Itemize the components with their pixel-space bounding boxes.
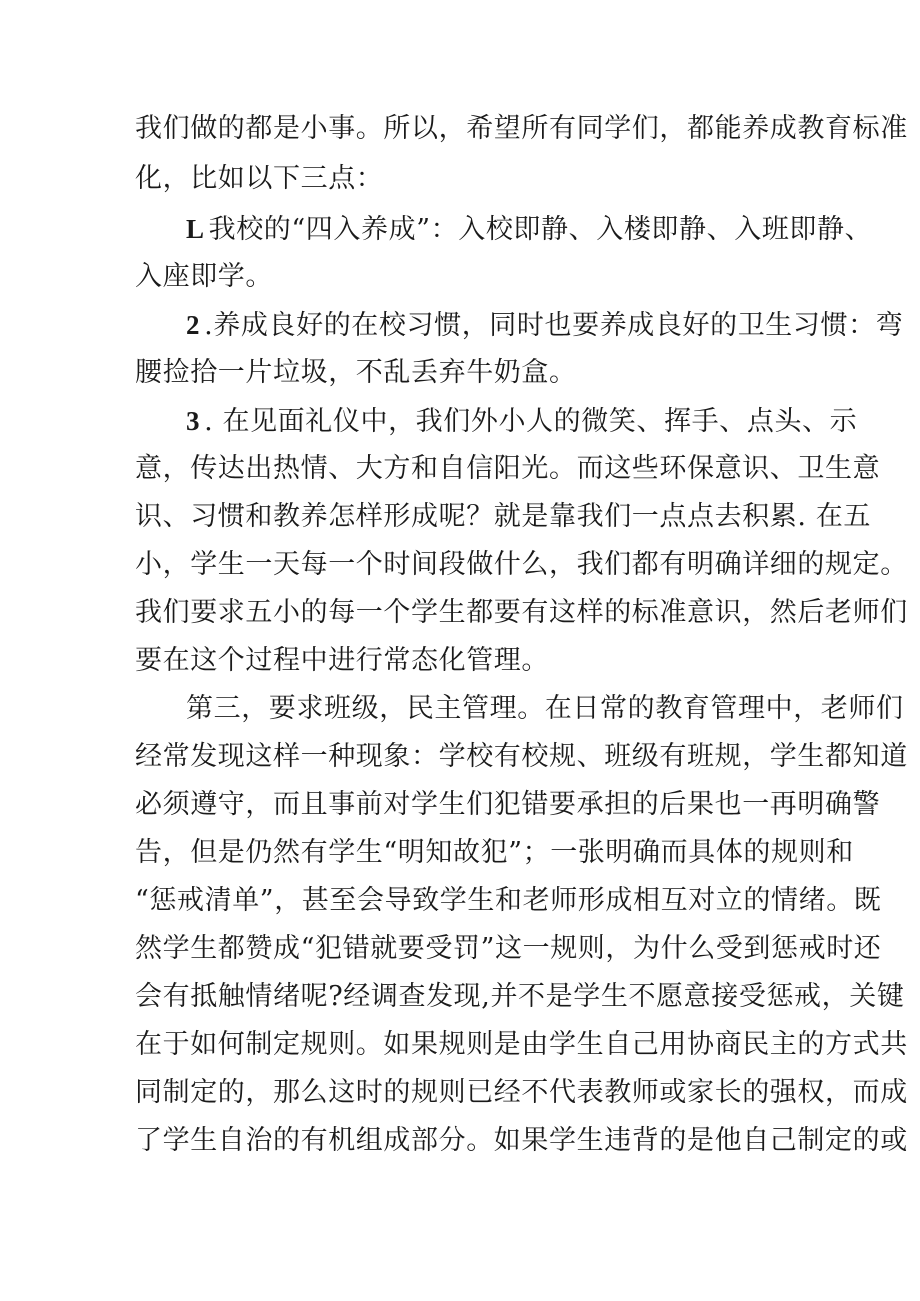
paragraph-line: 化，比如以下三点： (135, 163, 384, 194)
paragraph-line: 第三，要求班级，民主管理。在日常的教育管理中，老师们 (186, 693, 904, 724)
list-item-text: . 在见面礼仪中，我们外小人的微笑、挥手、点头、示 (204, 406, 858, 437)
paragraph-line: 然学生都赞成“犯错就要受罚”这一规则，为什么受到惩戒时还 (135, 933, 882, 964)
paragraph-line: 小，学生一天每一个时间段做什么，我们都有明确详细的规定。 (135, 549, 908, 580)
paragraph-line: 了学生自治的有机组成部分。如果学生违背的是他自己制定的或 (135, 1125, 908, 1156)
list-item-3 (186, 403, 857, 440)
paragraph-line: 会有抵触情绪呢?经调查发现,并不是学生不愿意接受惩戒，关键 (135, 981, 905, 1012)
list-item-text: 我校的“四入养成”：入校即静、入楼即静、入班即静、 (208, 214, 873, 245)
paragraph-line: 识、习惯和教养怎样形成呢？就是靠我们一点点去积累. 在五 (135, 501, 871, 532)
paragraph-line: 同制定的，那么这时的规则已经不代表教师或家长的强权，而成 (135, 1077, 908, 1108)
paragraph-line: 经常发现这样一种现象：学校有校规、班级有班规，学生都知道 (135, 741, 908, 772)
paragraph-line: 腰捡拾一片垃圾，不乱丢弃牛奶盒。 (135, 357, 577, 388)
list-marker: L (186, 214, 205, 244)
list-item-2 (186, 307, 903, 344)
list-item-1 (186, 211, 872, 248)
paragraph-line: 在于如何制定规则。如果规则是由学生自己用协商民主的方式共 (135, 1029, 908, 1060)
paragraph-line: 我们要求五小的每一个学生都要有这样的标准意识，然后老师们 (135, 597, 908, 628)
list-item-text: .养成良好的在校习惯，同时也要养成良好的卫生习惯：弯 (204, 310, 904, 341)
paragraph-line: 入座即学。 (135, 261, 273, 292)
paragraph-line: “惩戒清单”，甚至会导致学生和老师形成相互对立的情绪。既 (135, 885, 882, 916)
paragraph-line: 要在这个过程中进行常态化管理。 (135, 645, 549, 676)
paragraph-line: 意，传达出热情、大方和自信阳光。而这些环保意识、卫生意 (135, 453, 881, 484)
paragraph-line: 我们做的都是小事。所以，希望所有同学们，都能养成教育标准 (135, 113, 908, 144)
paragraph-line: 必须遵守，而且事前对学生们犯错要承担的后果也一再明确警 (135, 789, 881, 820)
list-marker: 3 (186, 406, 201, 436)
paragraph-line: 告，但是仍然有学生“明知故犯”；一张明确而具体的规则和 (135, 837, 854, 868)
list-marker: 2 (186, 310, 201, 340)
